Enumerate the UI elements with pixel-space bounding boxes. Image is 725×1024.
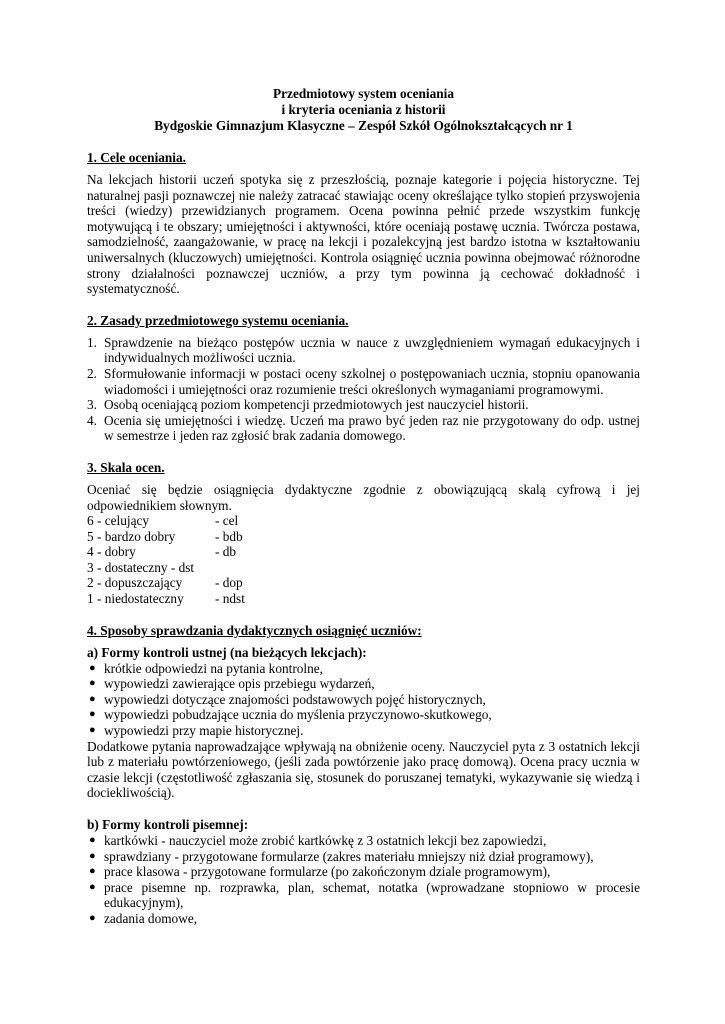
list-item: ● zadania domowe, <box>89 910 198 926</box>
bullet-icon: ● <box>89 661 96 674</box>
list-item: ● krótkie odpowiedzi na pytania kontrolne, <box>89 660 323 676</box>
bullet-icon: ● <box>89 911 96 924</box>
written-control-heading: b) Formy kontroli pisemnej: <box>87 817 249 832</box>
grade-row: 6 - celujący - cel <box>87 513 239 529</box>
grade-row: 5 - bardzo dobry - bdb <box>87 528 243 544</box>
grade-row: 3 - dostateczny - dst <box>87 559 195 575</box>
section1-heading: 1. Cele oceniania. <box>87 150 186 165</box>
title-line-3: Bydgoskie Gimnazjum Klasyczne – Zespół Szkół Ogólnokształcących nr 1 <box>154 118 573 133</box>
list-item: ● prace klasowa - przygotowane formularze (po zakończonym dziale programowym), <box>89 864 551 880</box>
oral-control-heading: a) Formy kontroli ustnej (na bieżących lekcjach): <box>87 644 367 660</box>
list-item: 3. Osobą oceniającą poziom kompetencji przedmiotowych jest nauczyciel historii. <box>87 397 529 413</box>
grade-row: 4 - dobry - db <box>87 544 237 560</box>
list-item: ● prace pisemne np. rozprawka, plan, schemat, notatka (wprowadzane stopniowo w procesie edukacyjnym), <box>89 879 640 911</box>
written-control-list <box>87 833 640 927</box>
oral-control-list <box>87 661 640 739</box>
bullet-icon: ● <box>89 708 96 721</box>
principles-list <box>87 335 640 444</box>
bullet-icon: ● <box>89 677 96 690</box>
title-line-1: Przedmiotowy system oceniania <box>273 86 454 101</box>
oral-control-text: Dodatkowe pytania naprowadzające wpływają na obniżenie oceny. Nauczyciel pyta z 3 ostatnich lekcji lub z materiału powtórzeniowego, (jeśli zada powtórzenie jako pracę domową). Ocena pracy ucznia w czasie lekcji (częstotliwość zgłaszania się, stosunek do poruszanej tematyki, wykazywanie się wiedzą i dociekliwością). <box>87 738 640 801</box>
list-item: 2. Sformułowanie informacji w postaci oceny szkolnej o postępowaniach ucznia, stopniu opanowania wiadomości i umiejętności oraz rozumienie treści określonych wymaganiami programowymi. <box>87 365 640 397</box>
grade-row: 1 - niedostateczny - ndst <box>87 591 245 607</box>
bullet-icon: ● <box>89 849 96 862</box>
bullet-icon: ● <box>89 692 96 705</box>
grade-row: 2 - dopuszczający - dop <box>87 575 243 591</box>
list-item: ● kartkówki - nauczyciel może zrobić kartkówkę z 3 ostatnich lekcji bez zapowiedzi, <box>89 833 547 848</box>
list-item: 1. Sprawdzenie na bieżąco postępów ucznia w nauce z uwzględnieniem wymagań edukacyjnych i indywidualnych możliwości ucznia. <box>87 334 640 366</box>
bullet-icon: ● <box>89 724 96 737</box>
section4-heading: 4. Sposoby sprawdzania dydaktycznych osiągnięć uczniów: <box>87 622 422 638</box>
section3-intro: Oceniać się będzie osiągnięcia dydaktyczne zgodnie z obowiązującą skalą cyfrową i jej odpowiednikiem słownym. <box>87 481 640 513</box>
bullet-icon: ● <box>89 834 96 846</box>
section1-text: Na lekcjach historii uczeń spotyka się z przeszłością, poznaje kategorie i pojęcia historyczne. Tej naturalnej pasji poznawczej nie należy zatracać stawiając oceny określające tylko stopień przyswojenia treści (wiedzy) przewidzianych programem. Ocena powinna pełnić przede wszystkim funkcję motywującą i te obszary; umiejętności i aktywności, które oceniają postawę ucznia. Twórcza postawa, samodzielność, zaangażowanie, w pracę na lekcji i pozalekcyjną jest bardzo istotna w kształtowaniu uniwersalnych (kluczowych) umiejętności. Kontrola osiągnięć ucznia powinna obejmować różnorodne strony działalności poznawczej uczniów, a przy tym powinna ją cechować dokładność i systematyczność. <box>87 172 640 297</box>
bullet-icon: ● <box>89 880 96 893</box>
bullet-icon: ● <box>89 865 96 878</box>
section3-heading: 3. Skala ocen. <box>87 459 165 475</box>
document-content <box>87 86 640 927</box>
list-item: ● wypowiedzi pobudzające ucznia do myślenia przyczynowo-skutkowego, <box>89 707 492 723</box>
list-item: 4. Ocenia się umiejętności i wiedzę. Uczeń ma prawo być jeden raz nie przygotowany do odp. ustnej w semestrze i jeden raz zgłosić brak zadania domowego. <box>87 412 640 444</box>
list-item: ● wypowiedzi przy mapie historycznej. <box>89 723 304 739</box>
title-line-2: i kryteria oceniania z historii <box>281 102 446 117</box>
list-item: ● wypowiedzi dotyczące znajomości podstawowych pojęć historycznych, <box>89 691 486 707</box>
document-title <box>87 86 640 134</box>
grade-scale <box>87 513 640 607</box>
list-item: ● wypowiedzi zawierające opis przebiegu wydarzeń, <box>89 676 375 692</box>
list-item: ● sprawdziany - przygotowane formularze (zakres materiału mniejszy niż dział programowy), <box>89 848 594 864</box>
section2-heading: 2. Zasady przedmiotowego systemu oceniania. <box>87 312 349 328</box>
